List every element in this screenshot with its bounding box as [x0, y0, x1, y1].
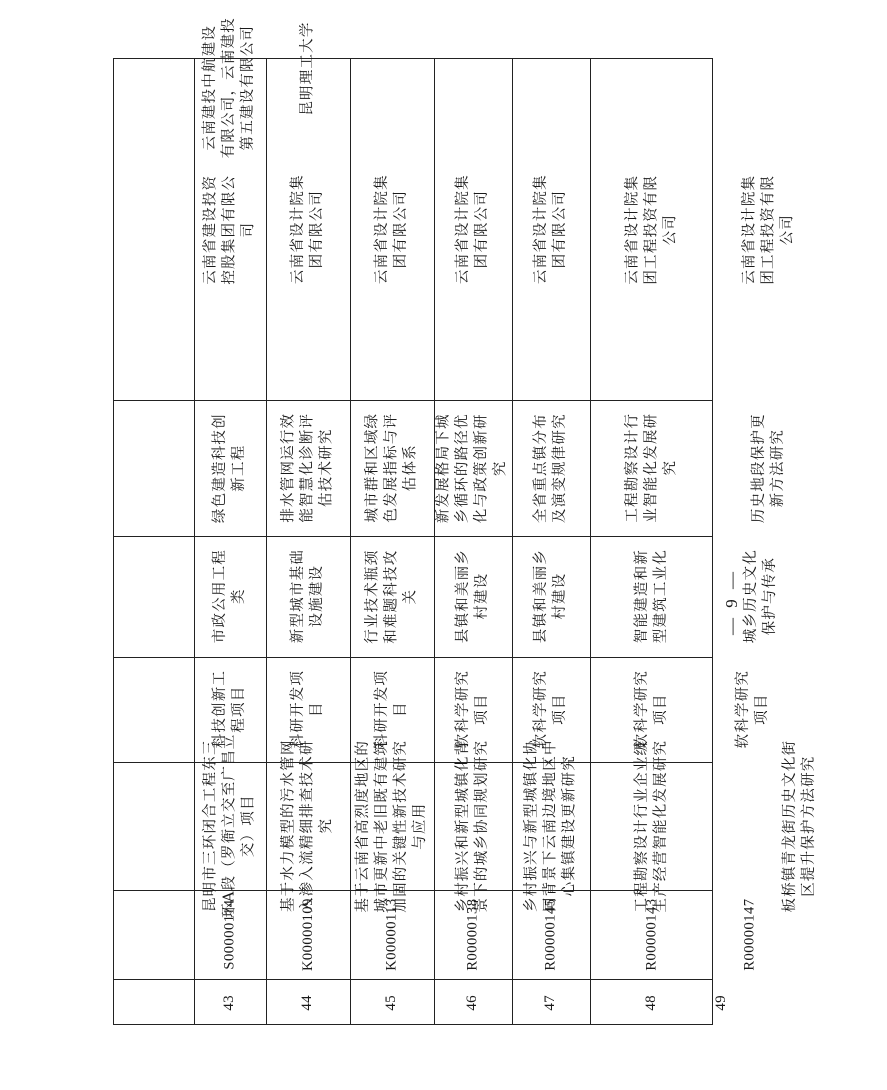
cell-line: 心集镇建设更新研究	[561, 755, 578, 897]
cell-line: 软科学研究	[735, 670, 752, 749]
cell-line: 基于水力模型的污水管网	[280, 739, 297, 913]
page-number-text: — 9 —	[722, 569, 741, 635]
cell-line: 新发展格局下城	[435, 413, 452, 523]
cell-text	[642, 995, 662, 1010]
cell-line: 团有限公司	[552, 190, 568, 269]
cell-subcategory	[434, 536, 512, 657]
cell-lead-unit	[434, 59, 512, 400]
cell-category	[434, 657, 512, 762]
cell-category	[194, 657, 266, 762]
cell-line: 基于云南省高烈度地区的	[354, 739, 371, 913]
cell-text	[623, 175, 680, 285]
cell-line: 同背景下云南边境地区中	[542, 739, 559, 913]
cell-text	[373, 175, 411, 285]
cell-text	[750, 413, 788, 523]
cell-line: 区提升保护方法研究	[801, 755, 818, 897]
cell-line: 有限公司，云南建投	[221, 17, 238, 159]
cell-text	[541, 995, 561, 1010]
cell-line: 团有限公司	[309, 190, 325, 269]
cell-category	[512, 657, 590, 762]
cell-text	[532, 175, 570, 285]
cell-text	[211, 413, 249, 523]
cell-text	[633, 670, 671, 749]
cell-line: 估体系	[402, 444, 419, 492]
cell-line: 市政公用工程	[211, 549, 228, 644]
cell-line: 景下的城乡协同规划研究	[474, 739, 491, 913]
cell-text	[454, 175, 492, 285]
cell-line: 团工程投资有限	[760, 174, 777, 285]
cell-value: 45	[383, 994, 400, 1011]
cell-line: 城乡历史文化	[742, 549, 759, 644]
cell-no	[714, 979, 729, 1026]
cell-text	[211, 670, 249, 749]
cell-text	[279, 413, 336, 523]
cell-text	[201, 175, 258, 285]
cell-line: 村建设	[552, 572, 569, 621]
cell-text	[289, 670, 327, 749]
cell-text	[633, 549, 671, 643]
cell-value: 46	[464, 994, 481, 1011]
cell-value: 47	[542, 994, 559, 1011]
cell-line: 新方法研究	[769, 428, 786, 508]
cell-line: 县镇和美丽乡	[454, 549, 471, 644]
cell-line: 交）项目	[240, 794, 257, 858]
cell-line: 和难题科技攻	[383, 549, 400, 644]
cell-text	[532, 549, 570, 643]
cell-line: 板桥镇青龙街历史文化街	[782, 739, 799, 913]
cell-line: 保护与传承	[762, 557, 779, 636]
cell-line: 软科学研究	[454, 670, 471, 749]
cell-title	[590, 739, 714, 913]
cell-text	[532, 670, 570, 749]
cell-category	[266, 657, 350, 762]
cell-line: 云南省设计院集	[373, 174, 390, 285]
cell-text	[532, 413, 570, 523]
cell-no	[590, 979, 714, 1026]
cell-line: 全省重点镇分布	[532, 413, 549, 523]
cell-subcategory	[266, 536, 350, 657]
cell-value: 43	[221, 994, 238, 1011]
cell-line: 云南省设计院集	[454, 174, 471, 285]
cell-value: R00000143	[643, 898, 660, 971]
cell-line: 城市更新中老旧既有建筑	[373, 739, 390, 913]
cell-line: 色发展指标与评	[383, 413, 400, 523]
cell-value: S00000114	[221, 899, 238, 970]
cell-line: 行业技术瓶颈	[364, 549, 381, 644]
cell-value: 48	[643, 994, 660, 1011]
cell-text	[734, 670, 772, 749]
cell-line: 云南省设计院集	[741, 174, 758, 285]
cell-value: R00000145	[542, 898, 559, 971]
cell-text	[289, 175, 327, 285]
cell-line: 公司	[662, 213, 679, 246]
cell-text	[201, 17, 258, 158]
cell-text	[298, 995, 318, 1010]
cell-line: 业智能化发展研	[643, 413, 660, 523]
cell-line: 城市群和区域绿	[364, 413, 381, 523]
cell-subcategory	[512, 536, 590, 657]
cell-program	[350, 400, 434, 536]
cell-text	[712, 995, 732, 1010]
cell-lead-unit	[590, 59, 714, 400]
cell-text	[522, 740, 579, 913]
cell-title	[194, 733, 266, 919]
cell-line: 加固的关键性新技术研究	[393, 739, 410, 913]
cell-line: 项目	[653, 693, 669, 726]
cell-text	[363, 413, 420, 523]
cell-line: 与应用	[412, 802, 429, 850]
project-table	[113, 17, 818, 1025]
cell-line: 入渗入流精细排查技术研	[299, 739, 316, 913]
cell-value: R00000147	[741, 898, 758, 971]
cell-line: 关	[402, 588, 419, 605]
cell-line: 类	[231, 588, 248, 605]
cell-line: 科技创新工	[211, 670, 228, 749]
cell-line: 新工程	[231, 444, 247, 492]
cell-line: 生产经营智能化发展研究	[653, 739, 670, 913]
cell-text	[279, 740, 336, 913]
cell-line: 乡村振兴和新型城镇化背	[454, 739, 471, 913]
cell-line: 新型城市基础	[289, 549, 306, 644]
cell-text	[454, 670, 492, 749]
cell-subcategory	[590, 536, 714, 657]
cell-program	[590, 400, 714, 536]
cell-program	[434, 400, 512, 536]
cell-title	[714, 739, 887, 913]
cell-text	[211, 549, 249, 643]
cell-value: K00000109	[299, 898, 316, 971]
cell-line: 绿色建造科技创	[211, 413, 228, 523]
cell-category	[590, 657, 714, 762]
cell-line: 型建筑工业化	[652, 549, 669, 644]
cell-line: 乡循环的路径优	[454, 413, 471, 523]
cell-category	[350, 657, 434, 762]
cell-line: 科研开发项	[289, 670, 306, 749]
cell-line: 团有限公司	[393, 190, 409, 269]
cell-text	[373, 670, 411, 749]
cell-value: 44	[299, 994, 316, 1011]
cell-line: 究	[318, 818, 335, 834]
page-number	[712, 569, 752, 635]
cell-line: 昆明理工大学	[299, 21, 316, 116]
cell-text	[363, 549, 420, 643]
cell-text	[289, 549, 327, 643]
cell-title	[434, 739, 512, 913]
cell-line: 及演变规律研究	[552, 413, 568, 523]
cell-text	[623, 413, 680, 523]
cell-line: 历史地段保护更	[750, 413, 767, 523]
cell-title	[266, 739, 350, 913]
cell-line: 设施建设	[309, 565, 326, 628]
cell-title	[512, 739, 590, 913]
cell-program	[512, 400, 590, 536]
cell-no	[350, 979, 434, 1026]
cell-line: 公司	[779, 213, 796, 246]
cell-text	[454, 549, 492, 643]
cell-line: 云南省设计院集	[624, 174, 641, 285]
cell-program	[266, 400, 350, 536]
cell-line: 项目	[552, 693, 568, 726]
cell-line: 昆明市三环闭合工程东三	[202, 739, 219, 913]
cell-line: 云南建投中航建设	[202, 24, 219, 151]
cell-line: 云南省设计院集	[532, 174, 549, 285]
cell-text	[354, 740, 431, 913]
cell-text	[298, 21, 317, 115]
cell-text	[740, 175, 797, 285]
cell-subcategory	[350, 536, 434, 657]
cell-text	[454, 740, 492, 913]
cell-line: 能智慧化诊断评	[299, 413, 316, 523]
cell-text	[781, 740, 819, 913]
cell-line: 目	[393, 701, 409, 718]
cell-partner	[194, 17, 266, 159]
cell-line: 团工程投资有限	[643, 174, 660, 285]
cell-line: 究	[662, 460, 679, 476]
cell-program	[194, 400, 266, 536]
cell-line: 排水管网运行效	[280, 413, 297, 523]
cell-line: 估技术研究	[318, 428, 335, 508]
cell-line: 项目	[474, 693, 490, 726]
cell-value: R00000138	[464, 898, 481, 971]
cell-no	[266, 979, 350, 1026]
cell-line: 控股集团有限公	[221, 174, 238, 285]
cell-no	[194, 979, 266, 1026]
cell-no	[434, 979, 512, 1026]
cell-line: 智能建造和新	[633, 549, 650, 644]
cell-text	[633, 740, 671, 913]
cell-line: 项目	[754, 693, 771, 726]
cell-value: K00000113	[383, 898, 400, 971]
cell-line: 化与政策创新研	[474, 413, 490, 523]
cell-subcategory	[194, 536, 266, 657]
cell-line: 司	[240, 221, 257, 238]
cell-line: 目	[309, 701, 325, 718]
cell-line: 云南省设计院集	[289, 174, 306, 285]
cell-lead-unit	[512, 59, 590, 400]
cell-lead-unit	[350, 59, 434, 400]
cell-text	[382, 995, 402, 1010]
cell-no	[512, 979, 590, 1026]
cell-line: 县镇和美丽乡	[532, 549, 549, 644]
cell-line: 云南省建设投资	[202, 174, 219, 285]
cell-line: 村建设	[474, 572, 491, 621]
cell-title	[350, 739, 434, 913]
cell-line: 工程勘察设计行业企业级	[633, 739, 650, 913]
cell-line: 究	[493, 460, 510, 476]
cell-line: 软科学研究	[532, 670, 549, 749]
cell-line: 第五建设有限公司	[240, 24, 257, 151]
cell-line: 软科学研究	[633, 670, 650, 749]
cell-text	[463, 995, 483, 1010]
cell-program	[714, 400, 824, 536]
cell-line: 程项目	[231, 685, 247, 734]
cell-line: 团有限公司	[474, 190, 490, 269]
cell-code	[714, 890, 786, 979]
cell-text	[741, 898, 760, 970]
cell-partner	[266, 21, 350, 116]
cell-line: 科研开发项	[373, 670, 390, 749]
cell-line: 环A段（罗衙立交至广昌立	[221, 733, 238, 919]
cell-line: 乡村振兴与新型城镇化协	[523, 739, 540, 913]
cell-lead-unit	[714, 59, 824, 400]
cell-value: 49	[712, 994, 729, 1011]
cell-text	[435, 413, 512, 523]
cell-category	[714, 657, 793, 762]
cell-line: 工程勘察设计行	[624, 413, 641, 523]
cell-text	[220, 995, 240, 1010]
